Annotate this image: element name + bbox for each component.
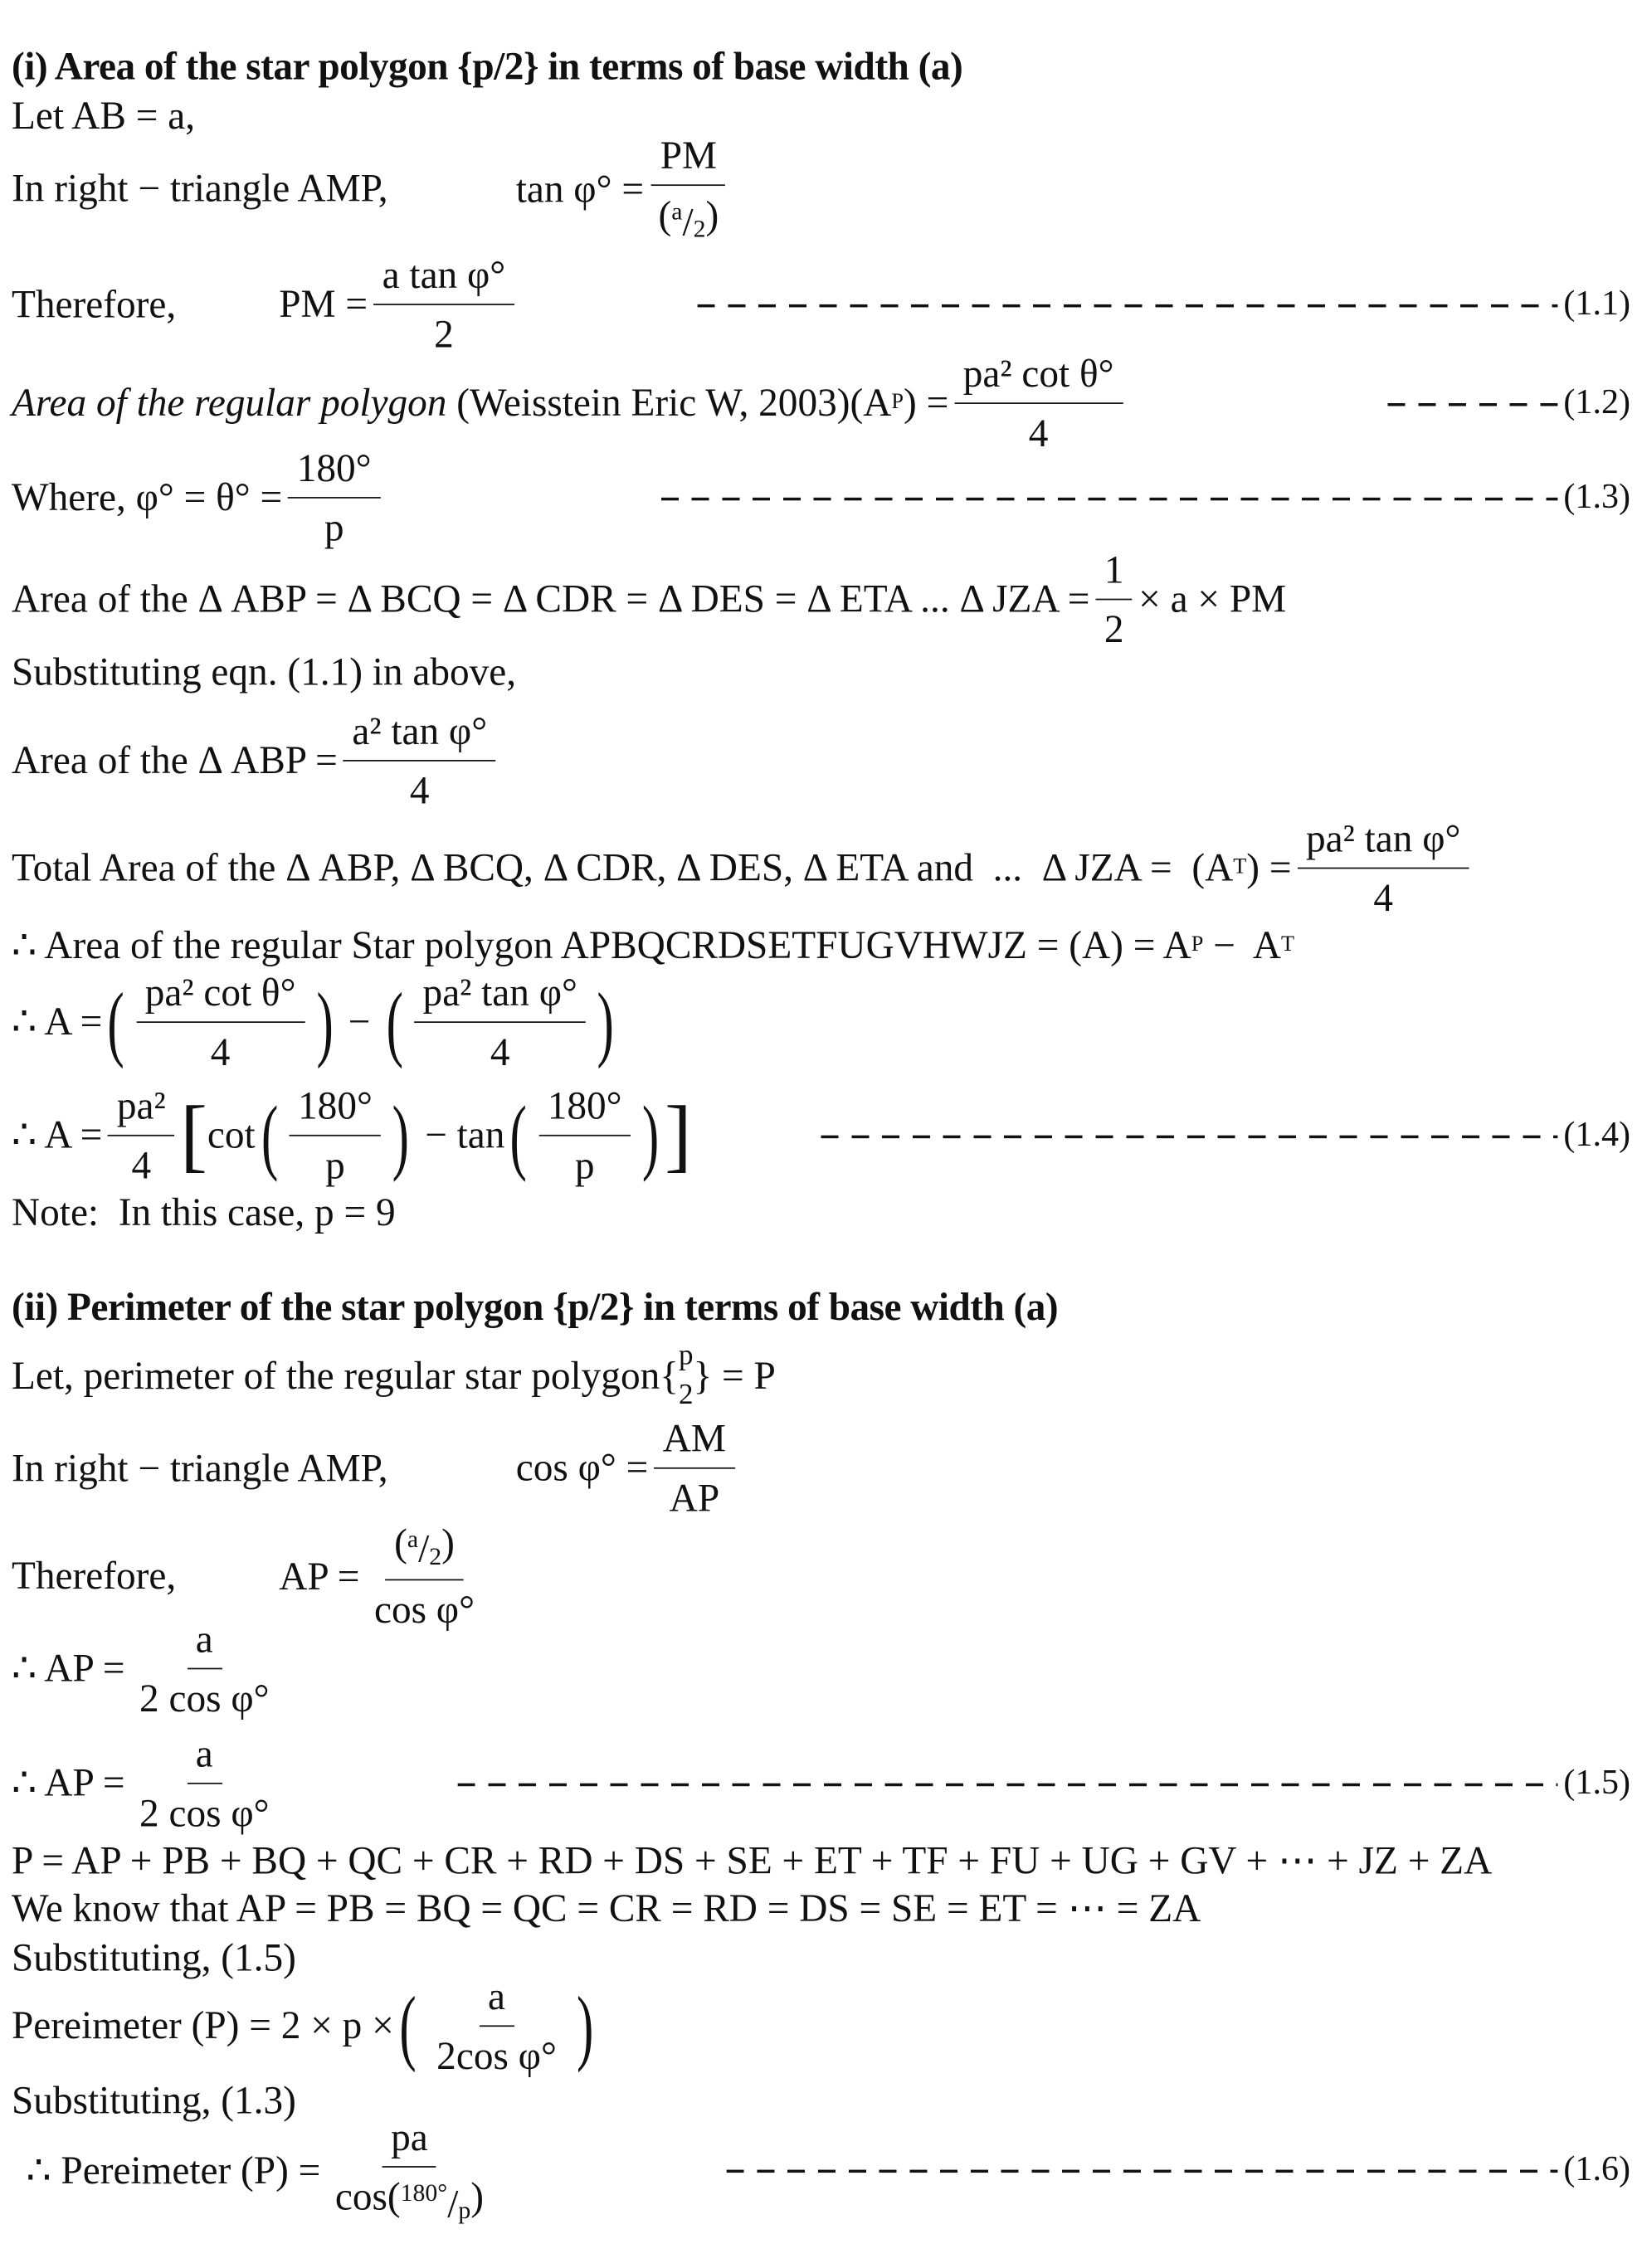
text-let-ab: Let AB = a, — [12, 93, 196, 138]
text-right-triangle-2: In right − triangle AMP, — [12, 1446, 388, 1490]
fraction — [679, 1336, 694, 1415]
eq-lhs: ∴ AP = — [12, 1647, 125, 1691]
numerator: pa² cot θ° — [136, 966, 305, 1024]
equation-triangle-areas — [12, 543, 1286, 656]
denominator: ( a / 2 ) — [650, 187, 728, 249]
eq-lhs: Pereimeter (P) = 2 × p × — [12, 2003, 394, 2048]
eq-lhs: ∴ AP = — [12, 1761, 125, 1805]
equation-ap-1 — [279, 1516, 489, 1636]
citation: (Weisstein Eric W, 2003)(A — [446, 381, 892, 426]
denominator: p — [325, 1144, 345, 1188]
tan: − tan — [415, 1113, 505, 1157]
equation-tag-1-4 — [821, 1117, 1630, 1156]
numerator: AM — [654, 1412, 734, 1469]
eq-text: − A — [1203, 922, 1282, 967]
equation-star-area — [12, 923, 1294, 968]
numerator: 1 — [1095, 543, 1133, 601]
equation-a-difference: ∴ A = ( $\frac{\text{pa² cot θ°}}{4}$ ) − ( $\frac{\text{pa² tan φ°}}{4}$ ) — [12, 966, 620, 1079]
equation-tag-1-6 — [727, 2151, 1630, 2190]
num-a: a — [671, 197, 683, 226]
eq-sign: ) = — [904, 381, 949, 426]
denominator: 2 cos φ° — [139, 1792, 270, 1836]
equation-tag-1-1 — [698, 285, 1630, 324]
fraction — [288, 442, 380, 555]
equation-1-6 — [27, 2111, 499, 2231]
denominator: 4 — [490, 1030, 510, 1075]
fraction — [131, 1727, 279, 1840]
equation-tag-1-3 — [661, 479, 1630, 518]
minus: − — [338, 1000, 381, 1044]
numerator: p — [678, 1339, 694, 1372]
eq-lhs: ∴ A = — [12, 1113, 103, 1157]
eq-lhs: Area of the Δ ABP = — [12, 738, 338, 783]
denominator: p — [324, 506, 344, 550]
equation-tag-1-2 — [1387, 384, 1630, 423]
tag-label: (1.1) — [1563, 285, 1630, 324]
subscript: P — [1191, 933, 1204, 957]
cot: cot — [207, 1113, 256, 1157]
equation-1-5 — [12, 1727, 284, 1840]
fraction — [326, 2111, 492, 2231]
numerator: pa² tan φ° — [1298, 812, 1469, 869]
numerator: ( a / 2 ) — [386, 1516, 464, 1580]
dash-leader — [458, 1783, 1558, 1786]
text-substituting-1-3: Substituting, (1.3) — [12, 2078, 296, 2122]
fraction — [365, 1516, 483, 1636]
fraction — [1298, 812, 1469, 925]
tag-label: (1.5) — [1563, 1764, 1630, 1803]
num-b: 2 — [429, 1542, 442, 1571]
denominator: p — [574, 1144, 595, 1188]
fraction — [954, 348, 1123, 460]
tag-label: (1.4) — [1563, 1116, 1630, 1155]
fraction — [654, 1412, 734, 1525]
eq-lhs: ∴ Pereimeter (P) = — [26, 2148, 321, 2192]
dash-leader — [661, 497, 1558, 500]
numerator: 180° — [538, 1079, 631, 1136]
denominator: 2 — [678, 1378, 694, 1411]
numerator: 180° — [290, 1079, 382, 1136]
denominator: cos φ° — [373, 1587, 475, 1632]
eq-text: Let, perimeter of the regular star polygon — [12, 1353, 660, 1397]
cos: cos( — [334, 2175, 401, 2219]
denominator: 4 — [210, 1030, 231, 1075]
fraction — [1095, 543, 1133, 656]
text-note: Note: In this case, p = 9 — [12, 1190, 396, 1234]
numerator: a tan φ° — [373, 249, 514, 306]
denominator: 4 — [1028, 411, 1049, 456]
eq-lhs: tan φ° = — [515, 166, 644, 211]
equation-tag-1-5 — [458, 1764, 1630, 1803]
numerator: a — [480, 1970, 514, 2027]
equation-perimeter-sum: P = AP + PB + BQ + QC + CR + RD + DS + SE + ET + TF + FU + UG + GV + ⋯ + JZ + ZA — [12, 1838, 1493, 1882]
equation-equal-sides: We know that AP = PB = BQ = QC = CR = RD = DS = SE = ET = ⋯ = ZA — [12, 1886, 1201, 1930]
equation-1-1 — [279, 249, 519, 362]
eq-lhs: Where, φ° = θ° = — [12, 475, 283, 520]
equation-total-area — [12, 812, 1475, 925]
eq-text: ∴ Area of the regular Star polygon APBQCRDSETFUGVHWJZ = (A) = A — [12, 922, 1191, 967]
numerator: pa² cot θ° — [954, 348, 1123, 405]
eq-sign: ) = — [1246, 846, 1292, 890]
tag-label: (1.6) — [1563, 2150, 1630, 2189]
text-right-triangle: In right − triangle AMP, — [12, 166, 388, 211]
num-b: 2 — [693, 215, 706, 244]
denominator: cos( 180° / p ) — [326, 2168, 492, 2231]
dash-leader — [821, 1135, 1557, 1138]
equation-1-4: ∴ A = $\frac{\text{pa²}}{4}$ [ cot ( $\frac{180^\circ}{p}$ ) − tan ( $\frac{180^\circ}{p}$ ) ] — [12, 1079, 692, 1192]
num-a: a — [407, 1525, 419, 1554]
numerator: 180° — [288, 442, 380, 499]
equation-tan — [516, 129, 733, 249]
fraction — [344, 704, 496, 817]
numerator: a² tan φ° — [344, 704, 496, 762]
tag-label: (1.2) — [1563, 384, 1630, 422]
denominator: 4 — [409, 769, 430, 813]
eq-lhs: Total Area of the Δ ABP, Δ BCQ, Δ CDR, Δ DES, Δ ETA and ... Δ JZA = (A — [12, 846, 1234, 890]
close-paren: ) — [470, 2175, 485, 2219]
eq-rhs: × a × PM — [1138, 577, 1287, 621]
tag-label: (1.3) — [1563, 479, 1630, 517]
fraction — [428, 1970, 566, 2083]
section-title-perimeter: (ii) Perimeter of the star polygon {p/2} in terms of base width (a) — [12, 1285, 1059, 1329]
text-therefore: Therefore, — [12, 282, 177, 327]
section-title-area: (i) Area of the star polygon {p/2} in terms of base width (a) — [12, 44, 963, 88]
fraction — [414, 966, 586, 1079]
numerator: pa — [382, 2111, 437, 2168]
subscript: T — [1233, 856, 1247, 880]
dash-leader — [727, 2169, 1558, 2173]
dash-leader — [698, 304, 1558, 307]
numerator: a — [187, 1727, 222, 1784]
fraction — [373, 249, 514, 362]
fraction — [131, 1613, 279, 1725]
denominator: 2 — [434, 313, 454, 357]
numerator: a — [187, 1613, 222, 1670]
eq-lhs: ∴ A = — [12, 1000, 103, 1044]
equation-perimeter: Pereimeter (P) = 2 × p × ( $\frac{a}{\text{2cos φ°}}$ ) — [12, 1970, 599, 2083]
equation-area-abp — [12, 704, 502, 817]
num-a: 180° — [400, 2179, 448, 2207]
text-substituting-1-1: Substituting eqn. (1.1) in above, — [12, 650, 517, 694]
eq-lhs: PM = — [279, 282, 368, 327]
fraction — [650, 129, 728, 249]
numerator: pa² tan φ° — [414, 966, 586, 1024]
eq-rhs: = P — [712, 1353, 776, 1397]
equation-cos — [516, 1412, 741, 1525]
fraction — [290, 1079, 382, 1192]
italic-text: Area of the regular polygon — [12, 381, 447, 426]
fraction — [108, 1079, 174, 1192]
text-substituting-1-5: Substituting, (1.5) — [12, 1935, 296, 1980]
text-let-perimeter: Let, perimeter of the regular star polygon { p 2 } = P — [12, 1336, 776, 1415]
denominator: 2 — [1104, 607, 1124, 652]
numerator: PM — [651, 129, 725, 187]
num-b: p — [458, 2197, 471, 2225]
fraction — [136, 966, 305, 1079]
eq-lhs: cos φ° = — [515, 1446, 649, 1490]
eq-lhs: Area of the Δ ABP = Δ BCQ = Δ CDR = Δ DES = Δ ETA ... Δ JZA = — [12, 577, 1090, 621]
subscript: P — [891, 391, 904, 415]
text-therefore-2: Therefore, — [12, 1554, 177, 1598]
eq-lhs: AP = — [279, 1554, 360, 1598]
denominator: 2 cos φ° — [139, 1677, 270, 1721]
numerator: pa² — [108, 1079, 174, 1136]
dash-leader — [1387, 402, 1557, 406]
subscript: T — [1281, 933, 1295, 957]
denominator: 4 — [1373, 876, 1394, 921]
equation-ap-2 — [12, 1613, 284, 1725]
denominator: 4 — [131, 1144, 152, 1188]
denominator: 2cos φ° — [436, 2034, 557, 2079]
equation-1-3 — [12, 442, 386, 555]
fraction — [538, 1079, 631, 1192]
denominator: AP — [669, 1477, 720, 1521]
